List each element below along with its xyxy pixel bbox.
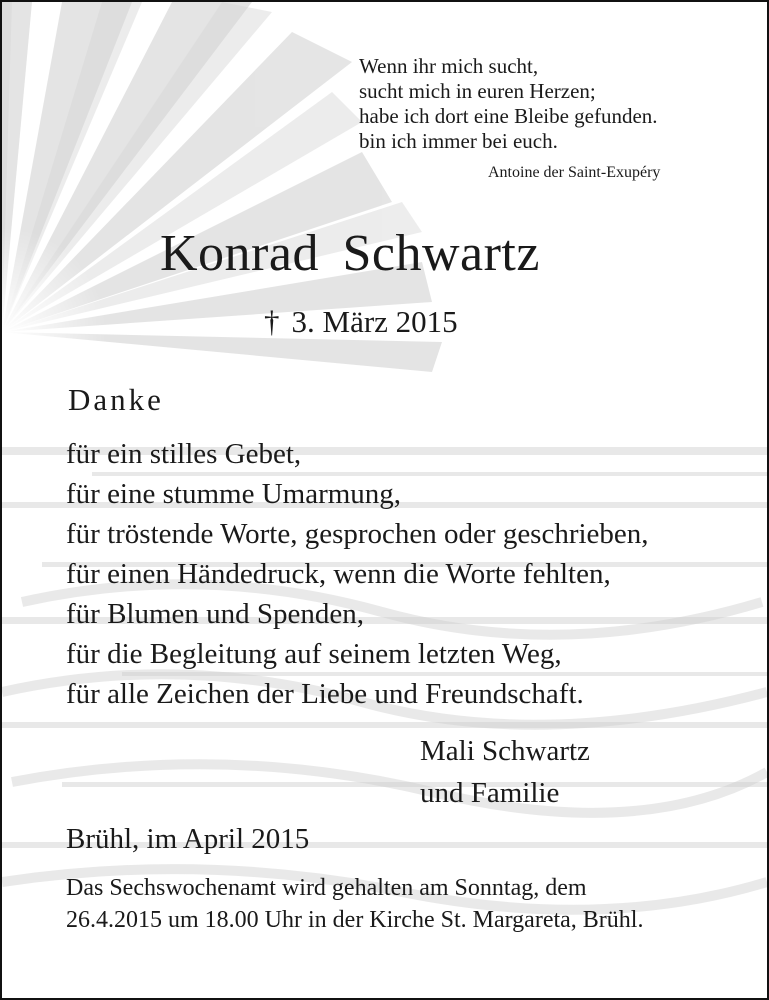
notice-line: 26.4.2015 um 18.00 Uhr in der Kirche St. Margareta, Brühl. <box>66 907 644 933</box>
quote-line: sucht mich in euren Herzen; <box>359 79 596 103</box>
cross-icon: † <box>264 304 280 339</box>
signature-family: und Familie <box>420 777 560 809</box>
death-date: 3. März 2015 <box>291 304 458 339</box>
thanks-line: für ein stilles Gebet, <box>66 438 302 470</box>
notice-line: Das Sechswochenamt wird gehalten am Sonntag, dem <box>66 875 587 901</box>
quote-line: Wenn ihr mich sucht, <box>359 54 539 78</box>
quote-line: bin ich immer bei euch. <box>359 129 558 153</box>
quote-block <box>359 54 658 154</box>
quote-line: habe ich dort eine Bleibe gefunden. <box>359 104 658 128</box>
place-and-date: Brühl, im April 2015 <box>66 823 310 855</box>
quote-author: Antoine der Saint-Exupéry <box>488 164 661 181</box>
thanks-list <box>66 434 649 714</box>
death-date-line <box>264 304 458 340</box>
thanks-line: für eine stumme Umarmung, <box>66 478 402 510</box>
thanks-line: für die Begleitung auf seinem letzten Weg, <box>66 638 562 670</box>
memorial-notice <box>66 872 643 936</box>
thanks-line: für alle Zeichen der Liebe und Freundschaft. <box>66 678 584 710</box>
deceased-name: Konrad Schwartz <box>160 225 540 282</box>
thanks-line: für Blumen und Spenden, <box>66 598 365 630</box>
signature-name: Mali Schwartz <box>420 735 590 767</box>
thanks-line: für einen Händedruck, wenn die Worte fehlten, <box>66 558 611 590</box>
thanks-heading: Danke <box>68 382 164 417</box>
thanks-line: für tröstende Worte, gesprochen oder geschrieben, <box>66 518 649 550</box>
